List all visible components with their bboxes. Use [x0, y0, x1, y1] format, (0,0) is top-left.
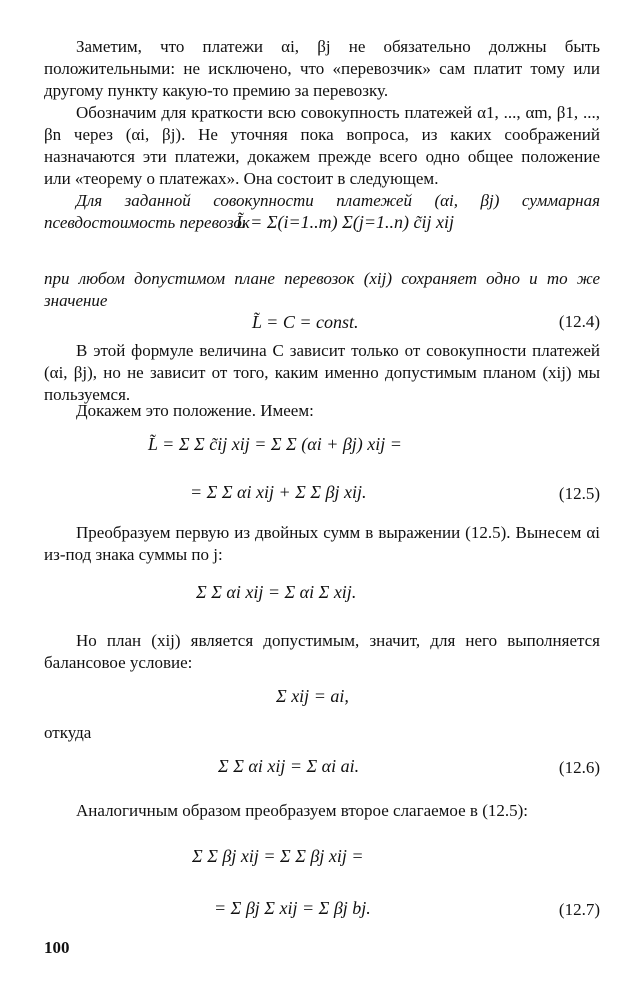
equation-constant: L̃ = C = const. — [252, 312, 359, 332]
equation-balance: Σ xij = ai, — [276, 686, 349, 706]
paragraph-7: Преобразуем первую из двойных сумм в выражении (12.5). Вынесем αi из-под знака суммы по j: — [44, 523, 600, 564]
equation-pseudocost — [236, 212, 454, 233]
equation-text: L̃ = Σ(i=1..m) Σ(j=1..n) c̃ij xij — [236, 212, 454, 232]
equation-beta-line-1: Σ Σ βj xij = Σ Σ βj xij = — [192, 846, 364, 866]
paragraph-6: Докажем это положение. Имеем: — [76, 401, 314, 420]
paragraph-5: В этой формуле величина C зависит только от совокупности платежей (αi, βj), но не зависит от того, каким именно допустимым планом (xij) мы пользуемся. — [44, 341, 600, 404]
paragraph-8: Но план (xij) является допустимым, значит, для него выполняется балансовое условие: — [44, 631, 600, 672]
equation-factor-alpha: Σ Σ αi xij = Σ αi Σ xij. — [196, 582, 357, 602]
equation-alpha-sum: Σ Σ αi xij = Σ αi ai. — [218, 756, 360, 776]
equation-number: (12.4) — [558, 312, 600, 331]
page-number: 100 — [44, 938, 70, 957]
paragraph-10: Аналогичным образом преобразуем второе слагаемое в (12.5): — [76, 801, 529, 820]
theorem-statement-start: Для заданной совокупности платежей (αi, βj) суммарная псевдостоимость перевозок — [44, 191, 600, 232]
equation-number: (12.6) — [558, 758, 600, 777]
paragraph-2: Обозначим для краткости всю совокупность платежей α1, ..., αm, β1, ..., βn через (αi, βj). Не уточняя пока вопроса, из каких соображений назначаются эти платежи, докажем прежде всего одно общее положение или «теорему о платежах». Она состоит в следующем. — [44, 103, 600, 188]
equation-expansion-line-2: = Σ Σ αi xij + Σ Σ βj xij. — [190, 482, 367, 502]
equation-number: (12.5) — [558, 484, 600, 503]
equation-beta-line-2: = Σ βj Σ xij = Σ βj bj. — [214, 898, 371, 918]
equation-number: (12.7) — [558, 900, 600, 919]
paragraph-9: откуда — [44, 723, 92, 742]
paragraph-1: Заметим, что платежи αi, βj не обязательно должны быть положительными: не исключено, что «перевозчик» сам платит тому или другому пункту какую-то премию за перевозку. — [44, 37, 600, 100]
theorem-statement-end: при любом допустимом плане перевозок (xij) сохраняет одно и то же значение — [44, 269, 600, 310]
equation-expansion-line-1: L̃ = Σ Σ c̃ij xij = Σ Σ (αi + βj) xij = — [148, 434, 402, 454]
